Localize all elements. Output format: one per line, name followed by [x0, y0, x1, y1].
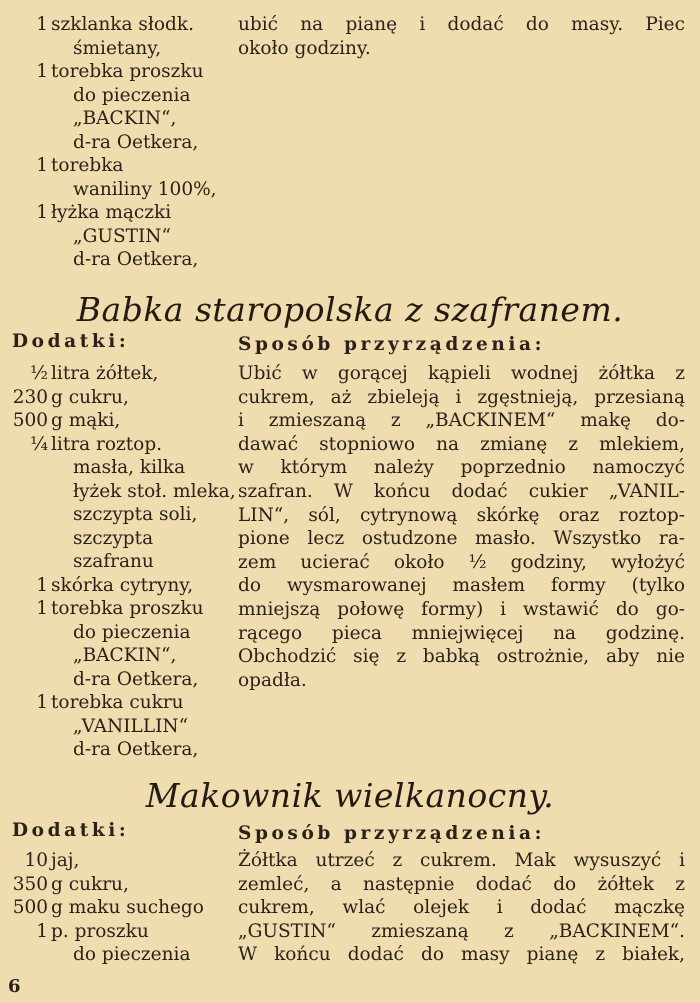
ingredient-item [0, 433, 236, 574]
method-line: szafran. W końcu dodać cukier „VANIL- [238, 480, 685, 502]
ingredient-text: śmietany, [73, 37, 162, 59]
ingredient-text: „BACKIN“, [73, 108, 177, 129]
method-text-makownik [238, 849, 685, 967]
ingredient-text: g cukru, [51, 386, 129, 408]
method-line: pione lecz ostudzone masło. Wszystko ra- [238, 528, 685, 550]
ingredient-text: torebka cukru [51, 692, 184, 713]
ingredient-text: g maku suchego [51, 897, 204, 918]
method-line: cukrem, aż zbieleją i zgęstnieją, przesianą [238, 386, 685, 408]
ingredient-quantity: 1 [36, 155, 48, 176]
ingredient-text: skórka cytryny, [51, 574, 194, 596]
ingredient-text: szczypta soli, [73, 504, 198, 525]
ingredient-quantity: 1 [36, 598, 48, 619]
ingredient-text: d-ra Oetkera, [73, 131, 199, 153]
method-line: cukrem, wlać olejek i dodać mączkę [238, 897, 685, 919]
ingredient-item [0, 574, 226, 598]
method-text-continued [238, 13, 685, 60]
ingredient-item [0, 920, 226, 967]
ingredient-quantity: ¼ [30, 433, 48, 455]
ingredients-list-continued [0, 13, 226, 272]
ingredient-item [0, 154, 226, 201]
ingredient-quantity: 1 [36, 920, 48, 942]
method-line: „GUSTIN“ zmieszaną z „BACKINEM“. [238, 920, 685, 942]
method-line: zemleć, a następnie dodać do żółtek z [238, 873, 685, 895]
method-line: Obchodzić się z babką ostrożnie, aby nie [238, 646, 685, 668]
ingredient-text: „GUSTIN“ [73, 225, 171, 247]
method-heading: Sposób przyrządzenia: [238, 823, 546, 844]
ingredient-text: p. proszku [51, 920, 149, 942]
ingredients-heading: Dodatki: [12, 331, 130, 352]
ingredient-quantity: ½ [30, 363, 48, 384]
page-number: 6 [8, 976, 21, 997]
ingredient-item [0, 691, 226, 762]
ingredient-item [0, 362, 226, 386]
ingredient-text: d-ra Oetkera, [73, 249, 199, 270]
ingredient-item [0, 873, 226, 897]
ingredients-heading: Dodatki: [12, 820, 130, 841]
method-line: Ubić w gorącej kąpieli wodnej żółtka z [238, 363, 685, 384]
method-line: LIN“, sól, cytrynową skórkę oraz roztop- [238, 504, 685, 526]
ingredient-text: torebka proszku [51, 598, 204, 619]
ingredient-text: szklanka słodk. [51, 14, 194, 35]
ingredient-quantity: 500 [12, 897, 48, 918]
method-text-babka [238, 362, 685, 692]
ingredient-quantity: 500 [12, 410, 48, 431]
ingredient-text: łyżek stoł. mleka, [73, 480, 236, 502]
method-line: około godziny. [238, 37, 371, 59]
ingredient-quantity: 350 [12, 873, 48, 895]
ingredient-text: g mąki, [51, 410, 121, 431]
method-line: mniejszą połowę formy) i wstawić do go- [238, 598, 685, 620]
ingredient-text: „VANILLIN“ [73, 715, 189, 737]
ingredient-text: do pieczenia [73, 621, 191, 643]
ingredient-text: „BACKIN“, [73, 645, 177, 666]
ingredient-quantity: 1 [36, 202, 48, 223]
ingredient-text: d-ra Oetkera, [73, 739, 199, 760]
ingredients-list-makownik [0, 849, 226, 967]
ingredient-item [0, 597, 226, 691]
method-line: i zmieszaną z „BACKINEM“ makę do- [238, 410, 685, 432]
method-line: rącego pieca mniejwięcej na godzinę. [238, 622, 685, 644]
ingredient-item [0, 409, 226, 433]
ingredient-item [0, 13, 226, 60]
ingredient-text: jaj, [51, 850, 80, 871]
ingredient-text: litra żółtek, [51, 363, 159, 384]
method-line: ubić na pianę i dodać do masy. Piec [238, 14, 685, 35]
method-line: dawać stopniowo na zmianę z mlekiem, [238, 433, 685, 455]
method-line: w którym należy poprzednio namoczyć [238, 457, 685, 479]
ingredient-quantity: 1 [36, 14, 48, 35]
ingredient-item [0, 896, 226, 920]
ingredient-quantity: 1 [36, 574, 48, 596]
ingredient-text: d-ra Oetkera, [73, 668, 199, 690]
recipe-title-babka: Babka staropolska z szafranem. [76, 290, 624, 329]
ingredient-text: szafranu [73, 551, 154, 572]
ingredient-quantity: 10 [24, 850, 48, 871]
method-line: W końcu dodać do masy pianę z białek, [238, 944, 685, 966]
ingredient-text: szczypta [73, 527, 154, 549]
ingredient-text: łyżka mączki [51, 202, 172, 223]
recipe-title-makownik: Makownik wielkanocny. [145, 776, 555, 815]
ingredient-quantity: 1 [36, 692, 48, 713]
method-line: zem ucierać około ½ godziny, wyłożyć [238, 551, 685, 573]
method-line: do wysmarowanej masłem formy (tylko [238, 575, 685, 597]
ingredient-text: masła, kilka [73, 457, 186, 478]
ingredient-text: do pieczenia [73, 944, 191, 965]
ingredient-text: g cukru, [51, 873, 129, 895]
ingredient-text: torebka proszku [51, 61, 204, 82]
ingredients-list-babka [0, 362, 236, 762]
ingredient-text: litra roztop. [51, 433, 163, 455]
ingredient-quantity: 1 [36, 61, 48, 82]
method-heading: Sposób przyrządzenia: [238, 334, 546, 355]
ingredient-item [0, 386, 226, 410]
ingredient-text: torebka [51, 155, 124, 176]
ingredient-text: waniliny 100%, [73, 178, 217, 200]
ingredient-item [0, 849, 226, 873]
ingredient-item [0, 201, 226, 272]
ingredient-text: do pieczenia [73, 84, 191, 106]
method-line: Żółtka utrzeć z cukrem. Mak wysuszyć i [238, 850, 685, 871]
ingredient-item [0, 60, 226, 154]
method-line: opadła. [238, 669, 307, 691]
ingredient-quantity: 230 [12, 386, 48, 408]
